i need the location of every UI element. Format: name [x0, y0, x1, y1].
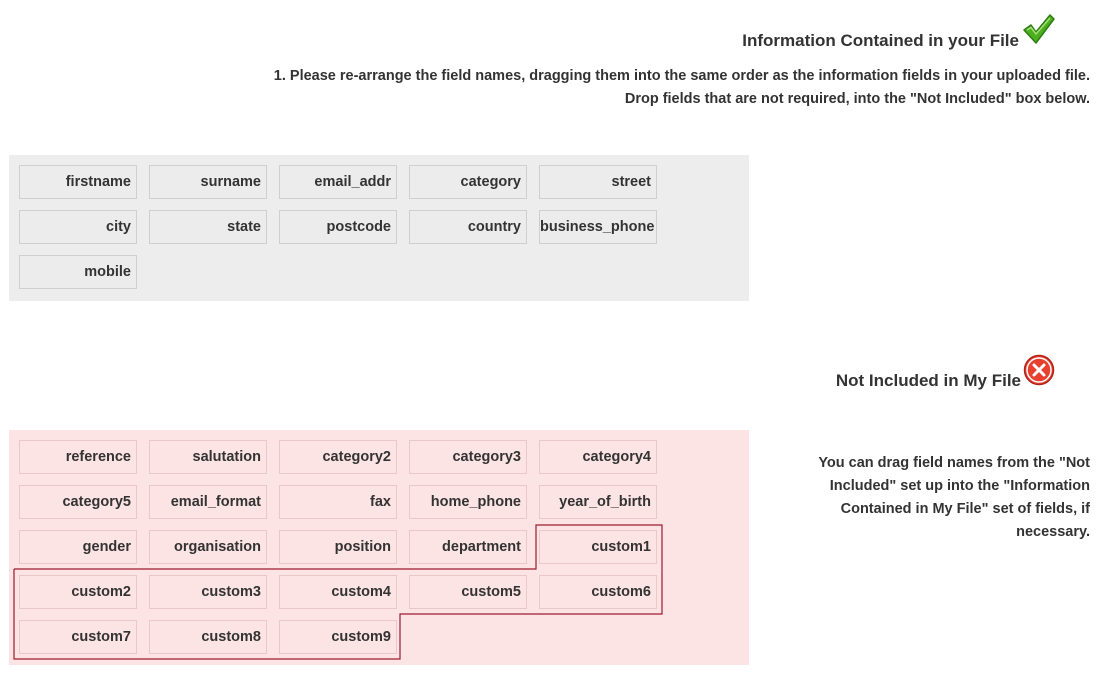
green-checkmark-icon — [1021, 12, 1055, 51]
field-custom4[interactable]: custom4 — [279, 575, 397, 609]
field-organisation[interactable]: organisation — [149, 530, 267, 564]
field-custom7[interactable]: custom7 — [19, 620, 137, 654]
field-department[interactable]: department — [409, 530, 527, 564]
field-surname[interactable]: surname — [149, 165, 267, 199]
drag-note — [790, 452, 1090, 544]
field-category5[interactable]: category5 — [19, 485, 137, 519]
field-position[interactable]: position — [279, 530, 397, 564]
field-custom6[interactable]: custom6 — [539, 575, 657, 609]
included-header — [742, 12, 1055, 51]
field-gender[interactable]: gender — [19, 530, 137, 564]
field-country[interactable]: country — [409, 210, 527, 244]
field-reference[interactable]: reference — [19, 440, 137, 474]
field-custom8[interactable]: custom8 — [149, 620, 267, 654]
field-email-addr[interactable]: email_addr — [279, 165, 397, 199]
included-fields-dropzone[interactable] — [9, 155, 749, 301]
excluded-header — [836, 354, 1055, 391]
instruction-line-2: Drop fields that are not required, into the "Not Included" box below. — [624, 91, 1090, 107]
field-salutation[interactable]: salutation — [149, 440, 267, 474]
field-fax[interactable]: fax — [279, 485, 397, 519]
instruction-line-1: 1. Please re-arrange the field names, dragging them into the same order as the information fields in your uploaded file. — [273, 68, 1090, 84]
field-custom2[interactable]: custom2 — [19, 575, 137, 609]
field-mobile[interactable]: mobile — [19, 255, 137, 289]
field-postcode[interactable]: postcode — [279, 210, 397, 244]
drag-note-line-4: necessary. — [1016, 524, 1090, 540]
field-email-format[interactable]: email_format — [149, 485, 267, 519]
field-custom5[interactable]: custom5 — [409, 575, 527, 609]
excluded-title: Not Included in My File — [835, 371, 1021, 390]
field-street[interactable]: street — [539, 165, 657, 199]
field-category3[interactable]: category3 — [409, 440, 527, 474]
field-business-phone[interactable]: business_phone — [539, 210, 657, 244]
field-category4[interactable]: category4 — [539, 440, 657, 474]
red-x-circle-icon — [1023, 354, 1055, 391]
field-city[interactable]: city — [19, 210, 137, 244]
field-year-of-birth[interactable]: year_of_birth — [539, 485, 657, 519]
field-home-phone[interactable]: home_phone — [409, 485, 527, 519]
field-category[interactable]: category — [409, 165, 527, 199]
field-category2[interactable]: category2 — [279, 440, 397, 474]
drag-note-line-3: Contained in My File" set of fields, if — [840, 501, 1090, 517]
drag-note-line-1: You can drag field names from the "Not — [818, 455, 1090, 471]
drag-note-line-2: Included" set up into the "Information — [829, 478, 1090, 494]
included-title: Information Contained in your File — [742, 31, 1019, 50]
field-custom9[interactable]: custom9 — [279, 620, 397, 654]
instructions — [190, 65, 1090, 111]
field-state[interactable]: state — [149, 210, 267, 244]
field-custom3[interactable]: custom3 — [149, 575, 267, 609]
field-firstname[interactable]: firstname — [19, 165, 137, 199]
field-custom1[interactable]: custom1 — [539, 530, 657, 564]
excluded-fields-dropzone[interactable] — [9, 430, 749, 665]
